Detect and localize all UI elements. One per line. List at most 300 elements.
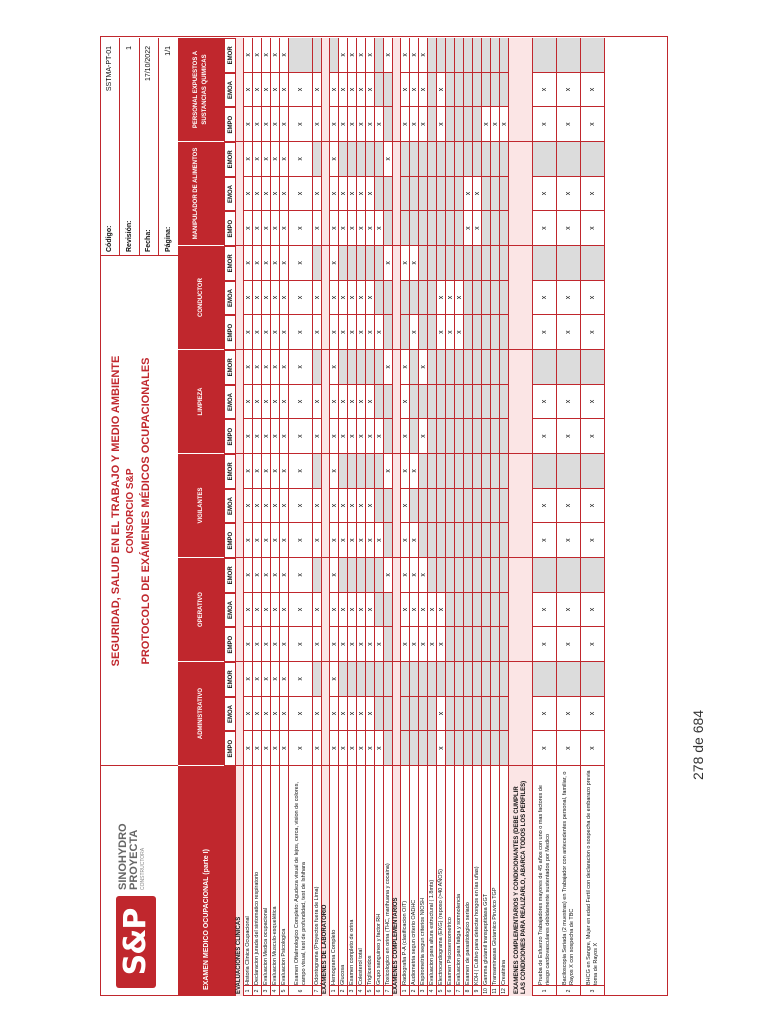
exam-cell [581,662,604,697]
exam-cell: x [289,662,312,697]
exam-cell [384,697,392,732]
exam-cell: x [375,107,383,142]
row-label: Odontograma (Proyectos fuera de Lima) [313,886,320,985]
exam-cell [348,662,356,697]
exam-cell [410,662,418,697]
exam-cell: x [482,107,490,142]
exam-cell [500,593,508,628]
exam-cell [428,281,436,316]
exam-cell: x [410,523,418,558]
exam-cell [500,489,508,524]
exam-cell: x [253,558,261,593]
section-group-cell [322,350,329,454]
exam-cell: x [313,73,321,108]
exam-cell: x [533,419,556,454]
exam-cell: x [244,38,252,73]
row-number: 1 [330,985,338,996]
section-group-cell [509,454,532,558]
exam-cell [446,142,454,177]
exam-cell: x [289,73,312,108]
row-number: 10 [482,985,490,996]
exam-cell: x [428,593,436,628]
exam-cell: x [280,385,288,420]
exam-cell: x [330,281,338,316]
exam-cell: x [271,419,279,454]
exam-cell [428,385,436,420]
exam-cell: x [384,558,392,593]
exam-cell [366,662,374,697]
exam-cell [464,627,472,662]
exam-cell: x [313,697,321,732]
exam-cell [491,454,499,489]
exam-cell: x [348,211,356,246]
exam-cell [464,593,472,628]
exam-cell [500,454,508,489]
logo-brand-2: PROYECTA [128,829,140,890]
exam-cell [557,662,580,697]
exam-cell [491,246,499,281]
row-number: 2 [339,985,347,996]
row-label: Evaluacion para fatiga y somnolencia [455,893,462,985]
exam-cell: x [533,385,556,420]
exam-cell [455,211,463,246]
exam-cell: x [401,489,409,524]
exam-cell [464,523,472,558]
exam-cell: x [313,177,321,212]
section-group-cell [236,246,243,350]
exam-cell [473,315,481,350]
exam-cell: x [271,662,279,697]
exam-cell [384,662,392,697]
exam-cell [500,385,508,420]
exam-cell: x [271,246,279,281]
exam-cell [289,38,312,73]
exam-cell: x [280,107,288,142]
exam-cell: x [410,107,418,142]
exam-cell: x [271,697,279,732]
row-number: 5 [280,985,288,996]
exam-cell [482,211,490,246]
exam-cell: x [253,454,261,489]
exam-cell: x [366,281,374,316]
exam-cell [339,558,347,593]
exam-cell: x [437,731,445,766]
exam-cell: x [313,523,321,558]
exam-cell: x [419,350,427,385]
section-group-cell [236,454,243,558]
exam-cell: x [339,593,347,628]
exam-cell [482,142,490,177]
exam-cell: x [271,315,279,350]
exam-cell [533,558,556,593]
logo-cell [100,765,178,996]
exam-cell [482,454,490,489]
exam-cell: x [330,593,338,628]
exam-cell [446,350,454,385]
exam-cell: x [289,350,312,385]
exam-cell [500,211,508,246]
exam-cell: x [401,38,409,73]
row-label: Examen Oftalmologico Completo: Agudeza visual de lejos, cerca, vision de colores, campo visual, test de profundidad, test de Ishihara [293,782,307,985]
exam-cell [366,142,374,177]
table-row [330,38,339,996]
exam-cell: x [339,385,347,420]
exam-cell [500,627,508,662]
group-header: ADMINISTRATIVO [178,662,224,766]
row-number: 3 [419,985,427,996]
exam-cell [533,142,556,177]
exam-cell [491,523,499,558]
table-row [366,38,375,996]
exam-cell: x [253,315,261,350]
exam-cell: x [366,627,374,662]
exam-cell: x [533,627,556,662]
exam-cell [401,662,409,697]
exam-cell [581,558,604,593]
exam-cell: x [280,177,288,212]
exam-cell [455,107,463,142]
exam-cell: x [289,107,312,142]
meta-value: 1 [125,46,133,50]
exam-cell [533,246,556,281]
exam-cell [500,281,508,316]
exam-cell: x [280,523,288,558]
row-label: Radiografia P-A (clasificacion OIT) [401,900,408,985]
exam-cell [375,489,383,524]
exam-cell [419,315,427,350]
exam-cell [339,350,347,385]
exam-cell: x [280,211,288,246]
exam-cell: x [419,558,427,593]
exam-cell: x [384,454,392,489]
exam-cell [455,38,463,73]
exam-cell: x [244,246,252,281]
table-row [375,38,384,996]
exam-cell: x [357,177,365,212]
sub-column-header: EMPO [224,107,236,142]
exam-cell: x [348,697,356,732]
exam-cell [500,142,508,177]
table-row [384,38,393,996]
exam-cell [446,211,454,246]
exam-cell [375,558,383,593]
exam-cell: x [330,246,338,281]
exam-cell [428,73,436,108]
row-label: Hemograma Completo [330,929,337,985]
exam-cell: x [244,593,252,628]
exam-cell: x [253,419,261,454]
exam-cell [446,385,454,420]
section-label: EXAMENES COMPLEMENTARIOS Y CONDICIONANTES (DEBE CUMPLIR LAS CONDICIONES PARA REALIZARLO, ABARCA TODOS LOS PERFILES) [513,780,527,994]
exam-cell [533,454,556,489]
sub-column-header: EMOA [224,177,236,212]
exam-cell [581,142,604,177]
exam-cell [464,107,472,142]
exam-cell: x [262,385,270,420]
exam-cell: x [401,385,409,420]
exam-cell: x [473,177,481,212]
table-row [410,38,419,996]
exam-cell: x [280,454,288,489]
exam-cell: x [419,627,427,662]
meta-row [120,38,140,256]
exam-cell: x [357,281,365,316]
exam-cell [482,177,490,212]
exam-cell [533,662,556,697]
exam-cell: x [330,558,338,593]
exam-cell [491,419,499,454]
exam-cell: x [271,177,279,212]
exam-cell [464,281,472,316]
exam-cell [482,38,490,73]
exam-cell [348,454,356,489]
exam-cell: x [533,211,556,246]
row-number: 3 [262,985,270,996]
exam-cell: x [357,73,365,108]
section-group-cell [236,38,243,142]
exam-cell: x [280,350,288,385]
exam-cell: x [253,489,261,524]
exam-cell: x [289,211,312,246]
exam-cell: x [339,177,347,212]
exam-cell: x [330,211,338,246]
exam-cell [557,558,580,593]
section-group-cell [322,454,329,558]
exam-cell [482,73,490,108]
exam-cell: x [280,731,288,766]
sub-column-header: EMOR [224,558,236,593]
exam-cell: x [271,593,279,628]
exam-cell: x [253,246,261,281]
row-label: Transaminasas Glutamico Piruvico TGP [491,887,498,985]
exam-cell [375,142,383,177]
exam-cell: x [330,385,338,420]
exam-cell: x [410,454,418,489]
row-label: Audiometria segun criterio OADHC [410,899,417,985]
exam-cell: x [253,38,261,73]
exam-cell: x [253,350,261,385]
exam-cell [419,523,427,558]
exam-cell [491,593,499,628]
exam-cell: x [557,211,580,246]
exam-cell [375,38,383,73]
section-group-cell [236,142,243,246]
table-row [500,38,509,996]
exam-cell [491,350,499,385]
exam-cell: x [262,523,270,558]
exam-cell: x [339,489,347,524]
exam-cell [473,454,481,489]
exam-cell: x [289,246,312,281]
exam-cell: x [280,281,288,316]
exam-cell: x [348,627,356,662]
exam-cell [446,662,454,697]
exam-cell: x [366,697,374,732]
table-row [455,38,464,996]
sub-column-header: EMOA [224,489,236,524]
group-header: LIMPIEZA [178,350,224,454]
exam-cell: x [330,489,338,524]
section-label: EVALUACIONES CLINICAS [236,916,242,994]
exam-cell: x [410,38,418,73]
exam-cell [491,281,499,316]
exam-cell [384,107,392,142]
exam-cell: x [244,211,252,246]
meta-key: Revisión: [125,220,133,252]
row-label: Evaluacion para altura estructural ( 1.8mts) [428,879,435,985]
exam-cell [428,454,436,489]
section-group-cell [322,558,329,662]
exam-cell: x [581,107,604,142]
exam-cell [384,489,392,524]
section-group-cell [509,558,532,662]
exam-cell [428,662,436,697]
exam-cell [464,350,472,385]
exam-cell [473,697,481,732]
exam-cell: x [289,177,312,212]
sub-column-header: EMOA [224,73,236,108]
exam-cell: x [366,419,374,454]
row-label: Trigliceridos [366,955,373,985]
exam-cell: x [500,107,508,142]
exam-cell: x [557,593,580,628]
exam-cell: x [419,73,427,108]
exam-cell: x [533,593,556,628]
exam-cell [366,246,374,281]
exam-cell: x [289,142,312,177]
exam-cell [491,142,499,177]
exam-cell [357,350,365,385]
exam-cell [410,385,418,420]
row-number: 7 [455,985,463,996]
exam-cell: x [289,731,312,766]
meta-row [159,38,179,256]
exam-cell: x [262,627,270,662]
exam-cell [384,211,392,246]
exam-cell [410,489,418,524]
exam-cell: x [357,315,365,350]
row-number: 5 [437,985,445,996]
row-label: Declaracion jurada del sintomatico respiratorio [253,871,260,985]
exam-cell [419,454,427,489]
exam-cell [482,246,490,281]
exam-cell: x [357,489,365,524]
exam-cell: x [366,489,374,524]
exam-cell [348,558,356,593]
exam-cell: x [262,107,270,142]
exam-cell [428,246,436,281]
exam-cell: x [339,73,347,108]
table-row [271,38,280,996]
exam-cell: x [244,177,252,212]
exam-cell [464,489,472,524]
exam-cell: x [253,662,261,697]
exam-cell [446,523,454,558]
exam-cell [375,697,383,732]
exam-cell [482,662,490,697]
exam-cell [348,246,356,281]
exam-cell: x [313,211,321,246]
exam-cell [428,558,436,593]
exam-cell: x [271,627,279,662]
table-row [262,38,271,996]
exam-cell: x [581,73,604,108]
exam-cell: x [289,385,312,420]
exam-cell [437,662,445,697]
exam-cell [419,246,427,281]
exam-cell [446,731,454,766]
exam-cell: x [375,419,383,454]
exam-cell [410,142,418,177]
exam-cell: x [253,593,261,628]
exam-cell [419,281,427,316]
exam-cell [500,662,508,697]
exam-cell [446,558,454,593]
row-number: 1 [533,985,556,996]
row-number: 3 [348,985,356,996]
exam-cell: x [533,73,556,108]
logo-sub: CONSTRUCTORA [140,847,146,890]
exam-cell: x [244,697,252,732]
exam-cell [455,177,463,212]
exam-cell: x [262,489,270,524]
exam-cell [446,697,454,732]
exam-cell [428,38,436,73]
exam-cell [500,38,508,73]
exam-cell: x [280,246,288,281]
exam-cell: x [280,593,288,628]
exam-cell [581,38,604,73]
exam-cell [410,281,418,316]
exam-cell: x [366,315,374,350]
exam-cell [428,142,436,177]
exam-cell: x [581,419,604,454]
exam-cell: x [464,177,472,212]
exam-cell: x [419,107,427,142]
exam-cell: x [271,731,279,766]
exam-cell [375,350,383,385]
logo-brand-text [118,770,146,890]
exam-cell: x [244,107,252,142]
exam-cell: x [330,73,338,108]
exam-cell [437,523,445,558]
exam-cell [401,177,409,212]
table-row [473,38,482,996]
exam-cell: x [262,177,270,212]
exam-cell [455,73,463,108]
exam-cell: x [410,593,418,628]
exam-cell: x [533,523,556,558]
exam-cell: x [557,731,580,766]
exam-cell [464,419,472,454]
exam-cell [401,731,409,766]
exam-cell: x [289,593,312,628]
exam-cell: x [289,489,312,524]
section-group-cell [236,662,243,766]
exam-cell: x [271,281,279,316]
exam-cell [357,142,365,177]
meta-value: 17/10/2022 [145,46,152,82]
exam-cell: x [366,177,374,212]
exam-cell: x [339,281,347,316]
exam-cell [375,246,383,281]
exam-cell: x [581,211,604,246]
document-header [100,38,178,996]
exam-cell [491,489,499,524]
exam-cell: x [262,558,270,593]
row-label: Historia Clinica Ocupacional [244,916,251,985]
exam-cell [533,38,556,73]
